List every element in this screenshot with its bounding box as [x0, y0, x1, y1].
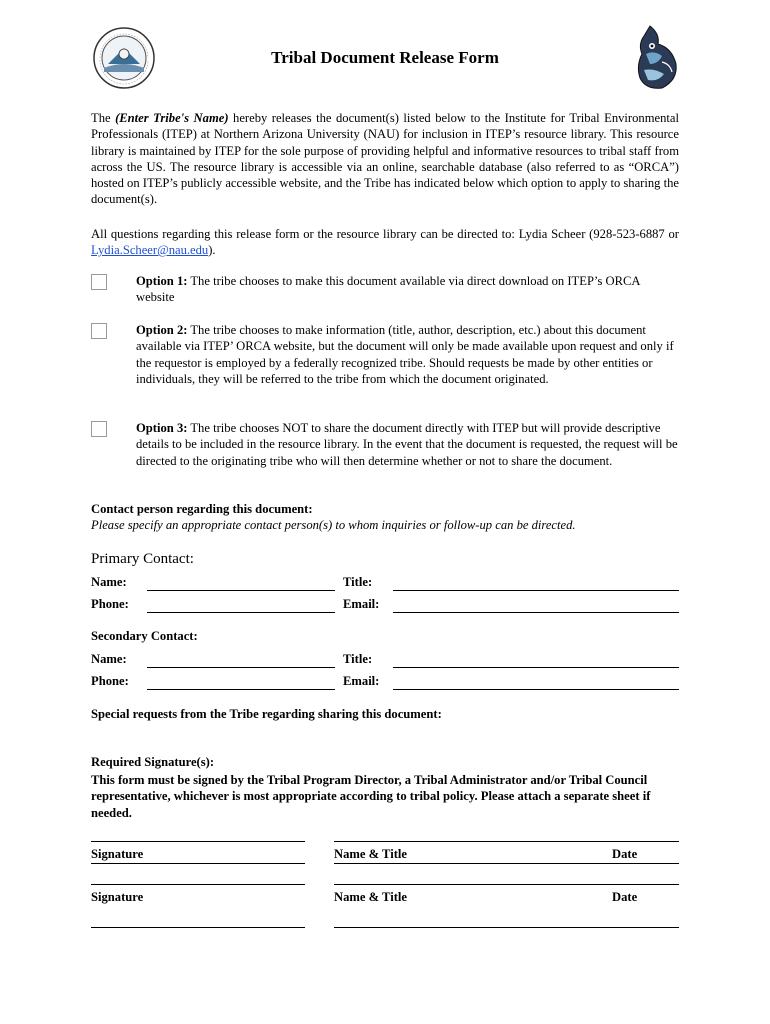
option-1-checkbox[interactable]	[91, 274, 107, 290]
primary-title-label: Title:	[343, 575, 373, 589]
option-2-description: The tribe chooses to make information (title, author, description, etc.) about this document available via ITEP’ ORCA website, but the document will only be made available upon request and only if the requestor is employed by a federally recognized tribe. Should requests be made by other entities or individuals, they will be referred to the tribe from which the document originated.	[136, 323, 674, 386]
secondary-phone-field[interactable]	[147, 689, 335, 690]
signature-1-field[interactable]	[91, 863, 305, 864]
intro-body: hereby releases the document(s) listed below to the Institute for Tribal Environmental Professionals (ITEP) at Northern Arizona University (NAU) for inclusion in ITEP’s resource library. This resource library is maintained by ITEP for the sole purpose of providing helpful and informative resources to tribal staff from across the US. The resource library is accessible via an online, searchable database (also referred to as “ORCA”) hosted on ITEP’s publicly accessible website, and the Tribe has indicated below which option to apply to sharing the document(s).	[91, 111, 679, 207]
primary-phone-label: Phone:	[91, 597, 129, 611]
primary-name-label: Name:	[91, 575, 127, 589]
primary-contact-heading: Primary Contact:	[91, 551, 194, 567]
secondary-email-label: Email:	[343, 674, 380, 688]
signature-1-label: Signature	[91, 847, 144, 861]
name-title-1-field[interactable]	[334, 863, 679, 864]
secondary-name-label: Name:	[91, 652, 127, 666]
name-title-2-field[interactable]	[334, 927, 679, 928]
signature-1-top-line	[91, 841, 305, 842]
option-1-text	[136, 273, 681, 306]
secondary-email-field[interactable]	[393, 689, 679, 690]
contact-heading: Contact person regarding this document:	[91, 502, 313, 516]
special-requests-heading: Special requests from the Tribe regarding sharing this document:	[91, 707, 442, 721]
option-3-text	[136, 420, 681, 469]
orca-logo	[632, 24, 682, 92]
contact-email-link[interactable]: Lydia.Scheer@nau.edu	[91, 243, 209, 258]
option-1-description: The tribe chooses to make this document available via direct download on ITEP’s ORCA website	[136, 274, 640, 305]
questions-suffix: ).	[208, 243, 216, 258]
secondary-phone-label: Phone:	[91, 674, 129, 688]
date-1-label: Date	[612, 847, 638, 861]
secondary-title-field[interactable]	[393, 667, 679, 668]
name-title-2-top-line	[334, 884, 679, 885]
option-1-label: Option 1:	[136, 274, 188, 288]
option-3-description: The tribe chooses NOT to share the document directly with ITEP but will provide descriptive details to be included in the resource library. In the event that the document is requested, the request will be directed to the originating tribe who will then determine whether or not to share the document.	[136, 421, 678, 468]
intro-paragraph	[91, 110, 679, 208]
primary-email-label: Email:	[343, 597, 380, 611]
name-title-1-top-line	[334, 841, 679, 842]
signature-2-top-line	[91, 884, 305, 885]
intro-prefix: The	[91, 111, 116, 125]
primary-phone-field[interactable]	[147, 612, 335, 613]
primary-title-field[interactable]	[393, 590, 679, 591]
form-title: Tribal Document Release Form	[271, 48, 499, 67]
tribe-name-placeholder: (Enter Tribe's Name)	[115, 111, 229, 125]
option-2-checkbox[interactable]	[91, 323, 107, 339]
questions-text: All questions regarding this release form or the resource library can be directed to: Lydia Scheer (928-523-6887 or	[91, 227, 679, 241]
signature-2-field[interactable]	[91, 927, 305, 928]
option-2-text	[136, 322, 681, 387]
signature-instruction: This form must be signed by the Tribal Program Director, a Tribal Administrator and/or Tribal Council representative, whichever is most appropriate according to tribal policy. Please attach a separate sheet if needed.	[91, 773, 651, 820]
secondary-name-field[interactable]	[147, 667, 335, 668]
questions-paragraph	[91, 226, 679, 259]
name-title-1-label: Name & Title	[334, 847, 407, 861]
option-2-label: Option 2:	[136, 323, 188, 337]
date-2-label: Date	[612, 890, 638, 904]
secondary-title-label: Title:	[343, 652, 373, 666]
option-3-checkbox[interactable]	[91, 421, 107, 437]
secondary-contact-heading: Secondary Contact:	[91, 629, 198, 643]
signature-heading: Required Signature(s):	[91, 755, 215, 769]
name-title-2-label: Name & Title	[334, 890, 407, 904]
contact-instruction: Please specify an appropriate contact person(s) to whom inquiries or follow-up can be directed.	[91, 518, 576, 532]
primary-name-field[interactable]	[147, 590, 335, 591]
primary-email-field[interactable]	[393, 612, 679, 613]
option-3-label: Option 3:	[136, 421, 188, 435]
signature-2-label: Signature	[91, 890, 144, 904]
